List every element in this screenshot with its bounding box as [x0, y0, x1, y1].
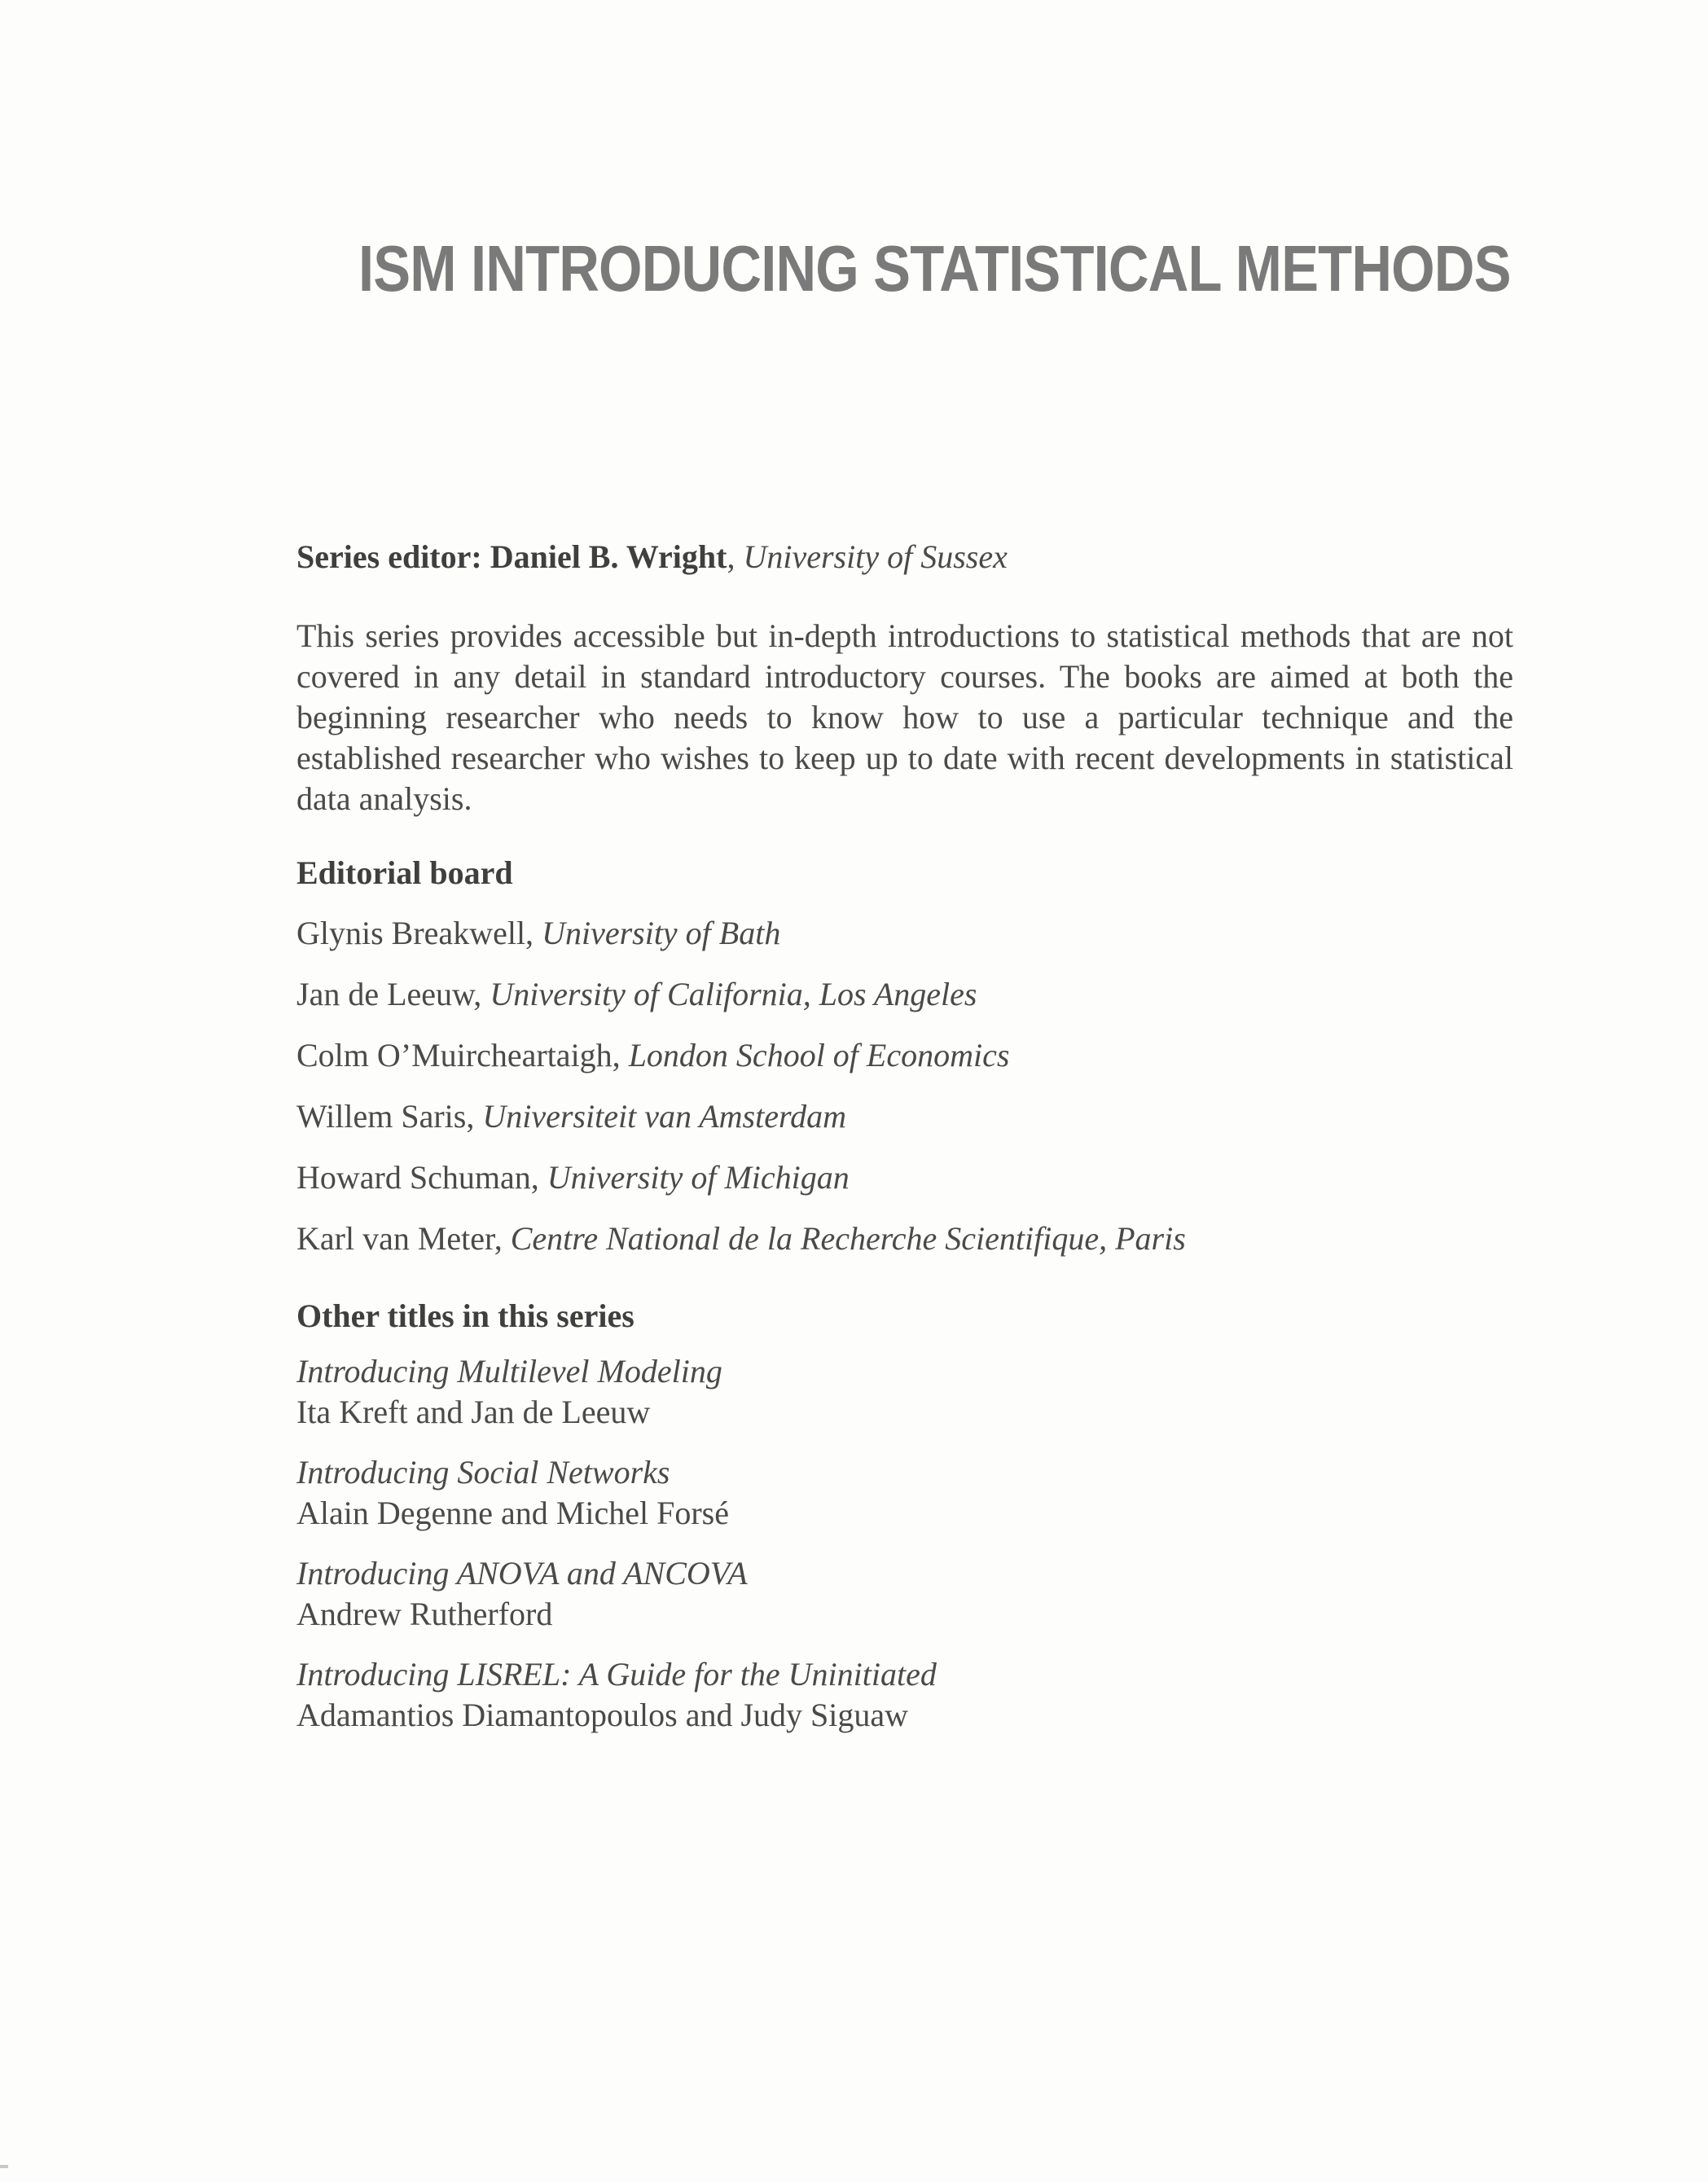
board-member — [296, 1154, 1513, 1201]
editorial-board-heading: Editorial board — [296, 854, 513, 891]
board-member — [296, 1215, 1513, 1262]
series-title-entry — [296, 1553, 1513, 1635]
scan-edge-mark — [0, 2165, 8, 2168]
board-member — [296, 1032, 1513, 1079]
other-titles-list — [296, 1351, 1513, 1736]
board-member-name: Glynis Breakwell, — [296, 915, 534, 951]
series-title-entry — [296, 1351, 1513, 1433]
board-member-name: Howard Schuman, — [296, 1159, 539, 1196]
board-member-affiliation: London School of Economics — [628, 1037, 1010, 1073]
series-title-entry — [296, 1452, 1513, 1534]
board-member-name: Karl van Meter, — [296, 1220, 503, 1257]
board-member-affiliation: University of Bath — [542, 915, 781, 951]
book-authors: Andrew Rutherford — [296, 1596, 553, 1632]
other-titles-heading: Other titles in this series — [296, 1297, 634, 1334]
series-editor-line: Series editor: Daniel B. Wright, University of Sussex — [296, 538, 1008, 575]
book-authors: Alain Degenne and Michel Forsé — [296, 1495, 729, 1531]
book-title: Introducing Social Networks — [296, 1454, 670, 1491]
book-authors: Ita Kreft and Jan de Leeuw — [296, 1394, 651, 1430]
series-editor-affiliation: University of Sussex — [743, 538, 1008, 575]
board-member — [296, 971, 1513, 1018]
board-member-affiliation: University of California, Los Angeles — [490, 976, 977, 1012]
board-member-affiliation: Centre National de la Recherche Scientifique, Paris — [510, 1220, 1186, 1257]
book-title: Introducing Multilevel Modeling — [296, 1353, 722, 1390]
board-member-name: Jan de Leeuw, — [296, 976, 482, 1012]
series-title-entry — [296, 1654, 1513, 1736]
board-member-name: Willem Saris, — [296, 1098, 475, 1135]
book-title: Introducing ANOVA and ANCOVA — [296, 1555, 748, 1591]
series-title: ISM INTRODUCING STATISTICAL METHODS — [358, 232, 1511, 305]
series-info — [296, 533, 1513, 1755]
board-member-affiliation: University of Michigan — [547, 1159, 850, 1196]
book-authors: Adamantios Diamantopoulos and Judy Siguaw — [296, 1697, 909, 1733]
editorial-board-list — [296, 910, 1513, 1262]
board-member — [296, 910, 1513, 957]
series-editor-name: Series editor: Daniel B. Wright — [296, 538, 727, 575]
board-member — [296, 1093, 1513, 1140]
board-member-affiliation: Universiteit van Amsterdam — [482, 1098, 846, 1135]
book-title: Introducing LISREL: A Guide for the Uninitiated — [296, 1656, 937, 1692]
series-description: This series provides accessible but in-depth introductions to statistical methods that are not covered in any detail in standard introductory courses. The books are aimed at both the beginning researcher who needs to know how to use a particular technique and the established researcher who wishes to keep up to date with recent developments in statistical data analysis. — [296, 617, 1513, 817]
board-member-name: Colm O’Muircheartaigh, — [296, 1037, 621, 1073]
